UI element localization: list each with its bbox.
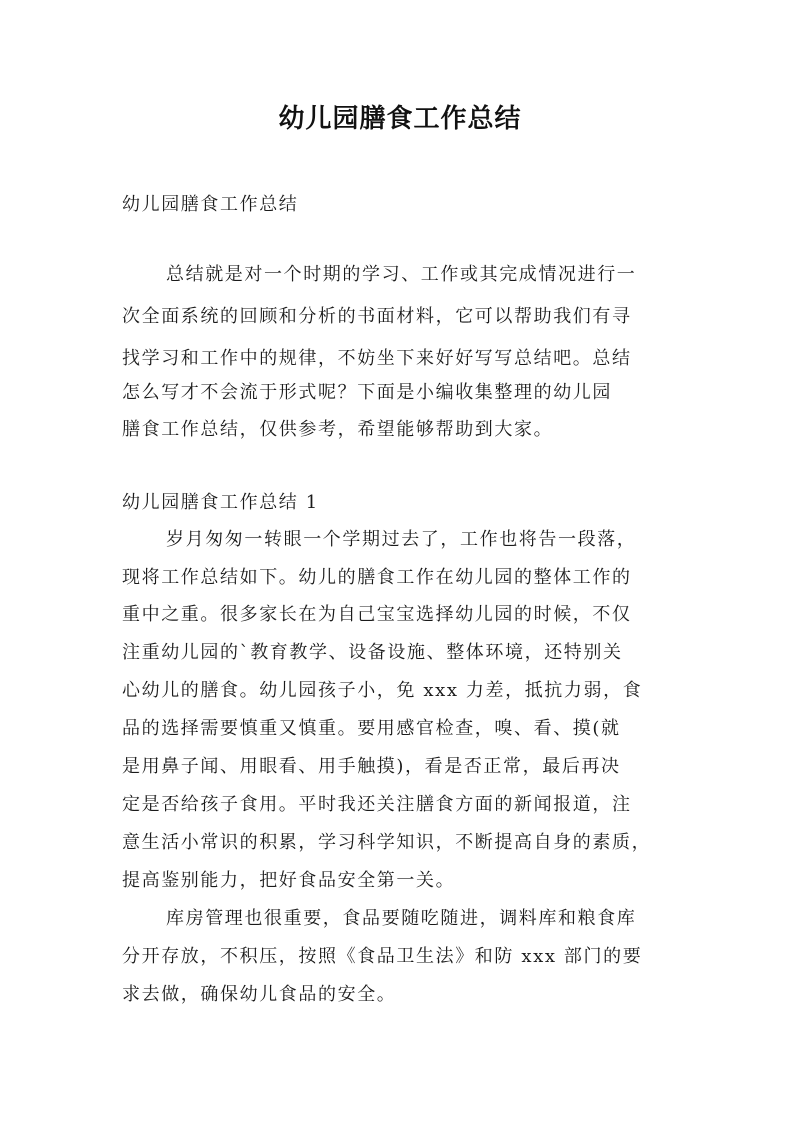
paragraph-line: 重中之重。很多家长在为自己宝宝选择幼儿园的时候，不仅 [122,604,632,625]
paragraph-line: 注重幼儿园的`教育教学、设备设施、整体环境，还特别关 [122,642,623,663]
document-subtitle: 幼儿园膳食工作总结 [122,194,299,215]
document-title: 幼儿园膳食工作总结 [278,104,522,134]
intro-line: 总结就是对一个时期的学习、工作或其完成情况进行一 [166,264,637,285]
paragraph-line: 定是否给孩子食用。平时我还关注膳食方面的新闻报道，注 [122,794,632,815]
intro-line: 找学习和工作中的规律，不妨坐下来好好写写总结吧。总结 [122,348,632,369]
paragraph-line: 求去做，确保幼儿食品的安全。 [122,984,397,1005]
paragraph-line: 岁月匆匆一转眼一个学期过去了，工作也将告一段落， [166,529,637,550]
paragraph-line: 意生活小常识的积累，学习科学知识，不断提高自身的素质， [122,832,652,853]
intro-line: 次全面系统的回顾和分析的书面材料，它可以帮助我们有寻 [122,306,632,327]
section-heading: 幼儿园膳食工作总结 1 [122,492,319,513]
paragraph-line: 是用鼻子闻、用眼看、用手触摸)，看是否正常，最后再决 [122,756,621,777]
paragraph-line: 现将工作总结如下。幼儿的膳食工作在幼儿园的整体工作的 [122,567,632,588]
intro-line: 膳食工作总结，仅供参考，希望能够帮助到大家。 [122,419,554,440]
paragraph-line: 分开存放，不积压，按照《食品卫生法》和防 xxx 部门的要 [122,946,643,967]
paragraph-line: 库房管理也很重要，食品要随吃随进，调料库和粮食库 [166,908,637,929]
paragraph-line: 品的选择需要慎重又慎重。要用感官检查，嗅、看、摸(就 [122,718,621,739]
paragraph-line: 心幼儿的膳食。幼儿园孩子小，免 xxx 力差，抵抗力弱，食 [122,680,643,701]
intro-line: 怎么写才不会流于形式呢？下面是小编收集整理的幼儿园 [122,382,612,403]
paragraph-line: 提高鉴别能力，把好食品安全第一关。 [122,870,456,891]
